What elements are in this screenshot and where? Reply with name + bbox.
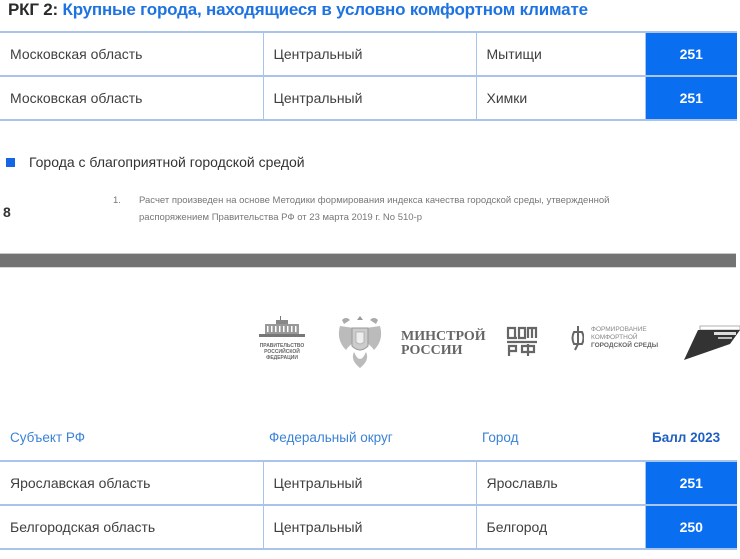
cell-subject: Ярославская область xyxy=(0,461,263,505)
column-header-city: Город xyxy=(482,430,519,445)
column-header-subject: Субъект РФ xyxy=(10,430,85,445)
table-row xyxy=(0,32,737,76)
footnote-line: распоряжением Правительства РФ от 23 марта 2019 г. No 510-р xyxy=(139,212,422,223)
table-row xyxy=(0,461,737,505)
coat-of-arms-icon xyxy=(336,312,384,372)
cell-district: Центральный xyxy=(263,505,476,549)
cities-table-bottom xyxy=(0,460,737,550)
table-row xyxy=(0,76,737,120)
cell-district: Центральный xyxy=(263,76,476,120)
national-project-logo-icon xyxy=(684,320,740,362)
cell-district: Центральный xyxy=(263,461,476,505)
minstroy-logo: МИНСТРОЙ РОССИИ xyxy=(401,329,486,358)
legend-swatch-icon xyxy=(6,158,15,167)
footnote xyxy=(113,192,609,226)
footnote-line: Расчет произведен на основе Методики формирования индекса качества городской среды, утвержденной xyxy=(139,195,610,206)
legend xyxy=(6,154,305,170)
footnote-number: 1. xyxy=(113,195,121,206)
domrf-logo-icon xyxy=(506,324,538,358)
section-title-text: Крупные города, находящиеся в условно комфортном климате xyxy=(62,0,588,19)
government-logo: ПРАВИТЕЛЬСТВО РОССИЙСКОЙ ФЕДЕРАЦИИ xyxy=(254,316,310,361)
cell-subject: Белгородская область xyxy=(0,505,263,549)
cell-district: Центральный xyxy=(263,32,476,76)
page-divider xyxy=(0,253,736,268)
cell-city: Белгород xyxy=(476,505,645,549)
cell-city: Ярославль xyxy=(476,461,645,505)
fks-emblem-icon xyxy=(570,324,584,352)
section-title xyxy=(8,0,588,20)
cell-score: 251 xyxy=(645,461,737,505)
government-building-icon xyxy=(259,316,305,338)
cell-subject: Московская область xyxy=(0,76,263,120)
cell-city: Химки xyxy=(476,76,645,120)
column-header-district: Федеральный округ xyxy=(269,430,393,445)
table-row xyxy=(0,505,737,549)
section-title-prefix: РКГ 2: xyxy=(8,0,58,19)
cell-score: 251 xyxy=(645,32,737,76)
cell-city: Мытищи xyxy=(476,32,645,76)
cell-score: 251 xyxy=(645,76,737,120)
fks-logo: ФОРМИРОВАНИЕ КОМФОРТНОЙ ГОРОДСКОЙ СРЕДЫ xyxy=(570,324,658,352)
page-number: 8 xyxy=(3,204,11,220)
cities-table-top xyxy=(0,31,737,121)
cell-score: 250 xyxy=(645,505,737,549)
column-header-score: Балл 2023 xyxy=(652,430,721,445)
cell-subject: Московская область xyxy=(0,32,263,76)
legend-label: Города с благоприятной городской средой xyxy=(29,154,305,170)
partner-logos xyxy=(0,310,740,380)
